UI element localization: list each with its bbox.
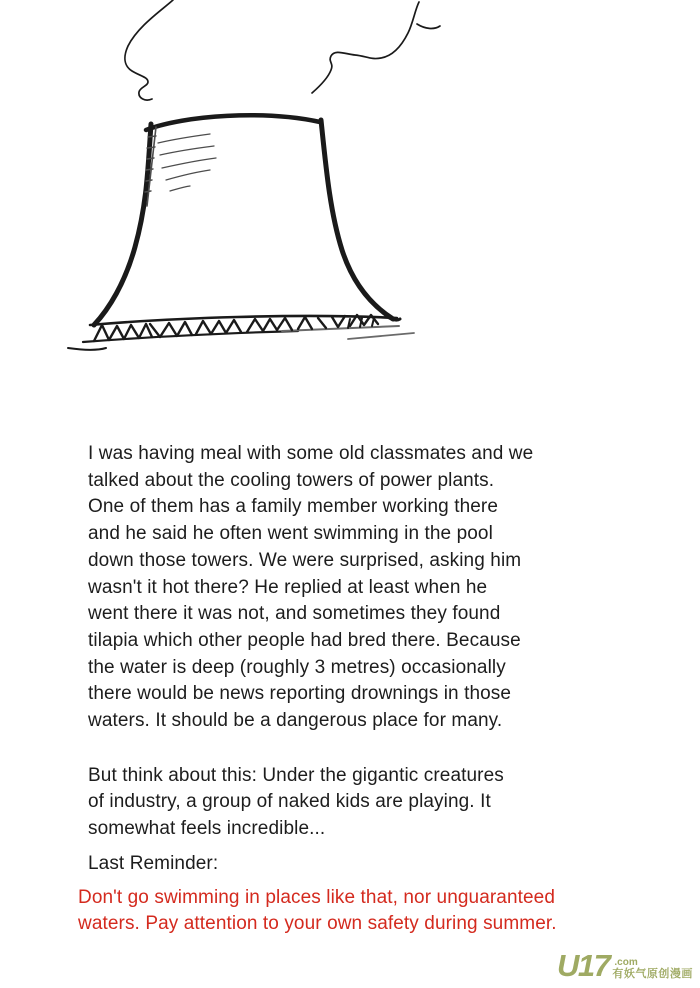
tower-base-lattice bbox=[68, 315, 414, 350]
steam-smoke-lines bbox=[125, 0, 440, 100]
u17-domain-suffix: .com bbox=[614, 957, 638, 968]
text-line: somewhat feels incredible... bbox=[88, 818, 326, 840]
text-line: I was having meal with some old classmates and we bbox=[88, 443, 534, 464]
text-line: wasn't it hot there? He replied at least when he bbox=[88, 576, 488, 598]
text-line: tilapia which other people had bred there. Because bbox=[88, 629, 521, 651]
text-line: and he said he often went swimming in the pool bbox=[88, 523, 493, 545]
u17-watermark bbox=[557, 950, 693, 981]
text-line: there would be news reporting drownings in those bbox=[88, 683, 512, 705]
text-line: One of them has a family member working there bbox=[88, 496, 499, 518]
text-line: down those towers. We were surprised, asking him bbox=[88, 549, 522, 571]
cooling-tower-illustration bbox=[0, 0, 460, 360]
text-line: waters. Pay attention to your own safety during summer. bbox=[78, 913, 557, 935]
story-paragraph-1 bbox=[88, 441, 648, 735]
u17-logo-text: U17 bbox=[557, 948, 610, 983]
story-paragraph-2 bbox=[88, 763, 648, 843]
tower-body bbox=[94, 115, 400, 325]
text-line: talked about the cooling towers of power plants. bbox=[88, 469, 495, 491]
u17-tagline: 有妖气原创漫画 bbox=[612, 968, 693, 980]
text-line: the water is deep (roughly 3 metres) occasionally bbox=[88, 656, 506, 678]
text-line: Don't go swimming in places like that, nor unguaranteed bbox=[78, 886, 556, 908]
warning-text bbox=[78, 885, 648, 938]
text-line: waters. It should be a dangerous place for many. bbox=[88, 710, 503, 732]
u17-logo-column bbox=[612, 958, 693, 981]
reminder-label: Last Reminder: bbox=[88, 852, 219, 874]
text-line: of industry, a group of naked kids are playing. It bbox=[88, 791, 491, 813]
text-line: went there it was not, and sometimes they found bbox=[88, 603, 501, 625]
tower-shading-lines bbox=[158, 134, 216, 191]
text-line: But think about this: Under the gigantic creatures bbox=[88, 764, 504, 786]
story-text-block bbox=[78, 441, 648, 938]
